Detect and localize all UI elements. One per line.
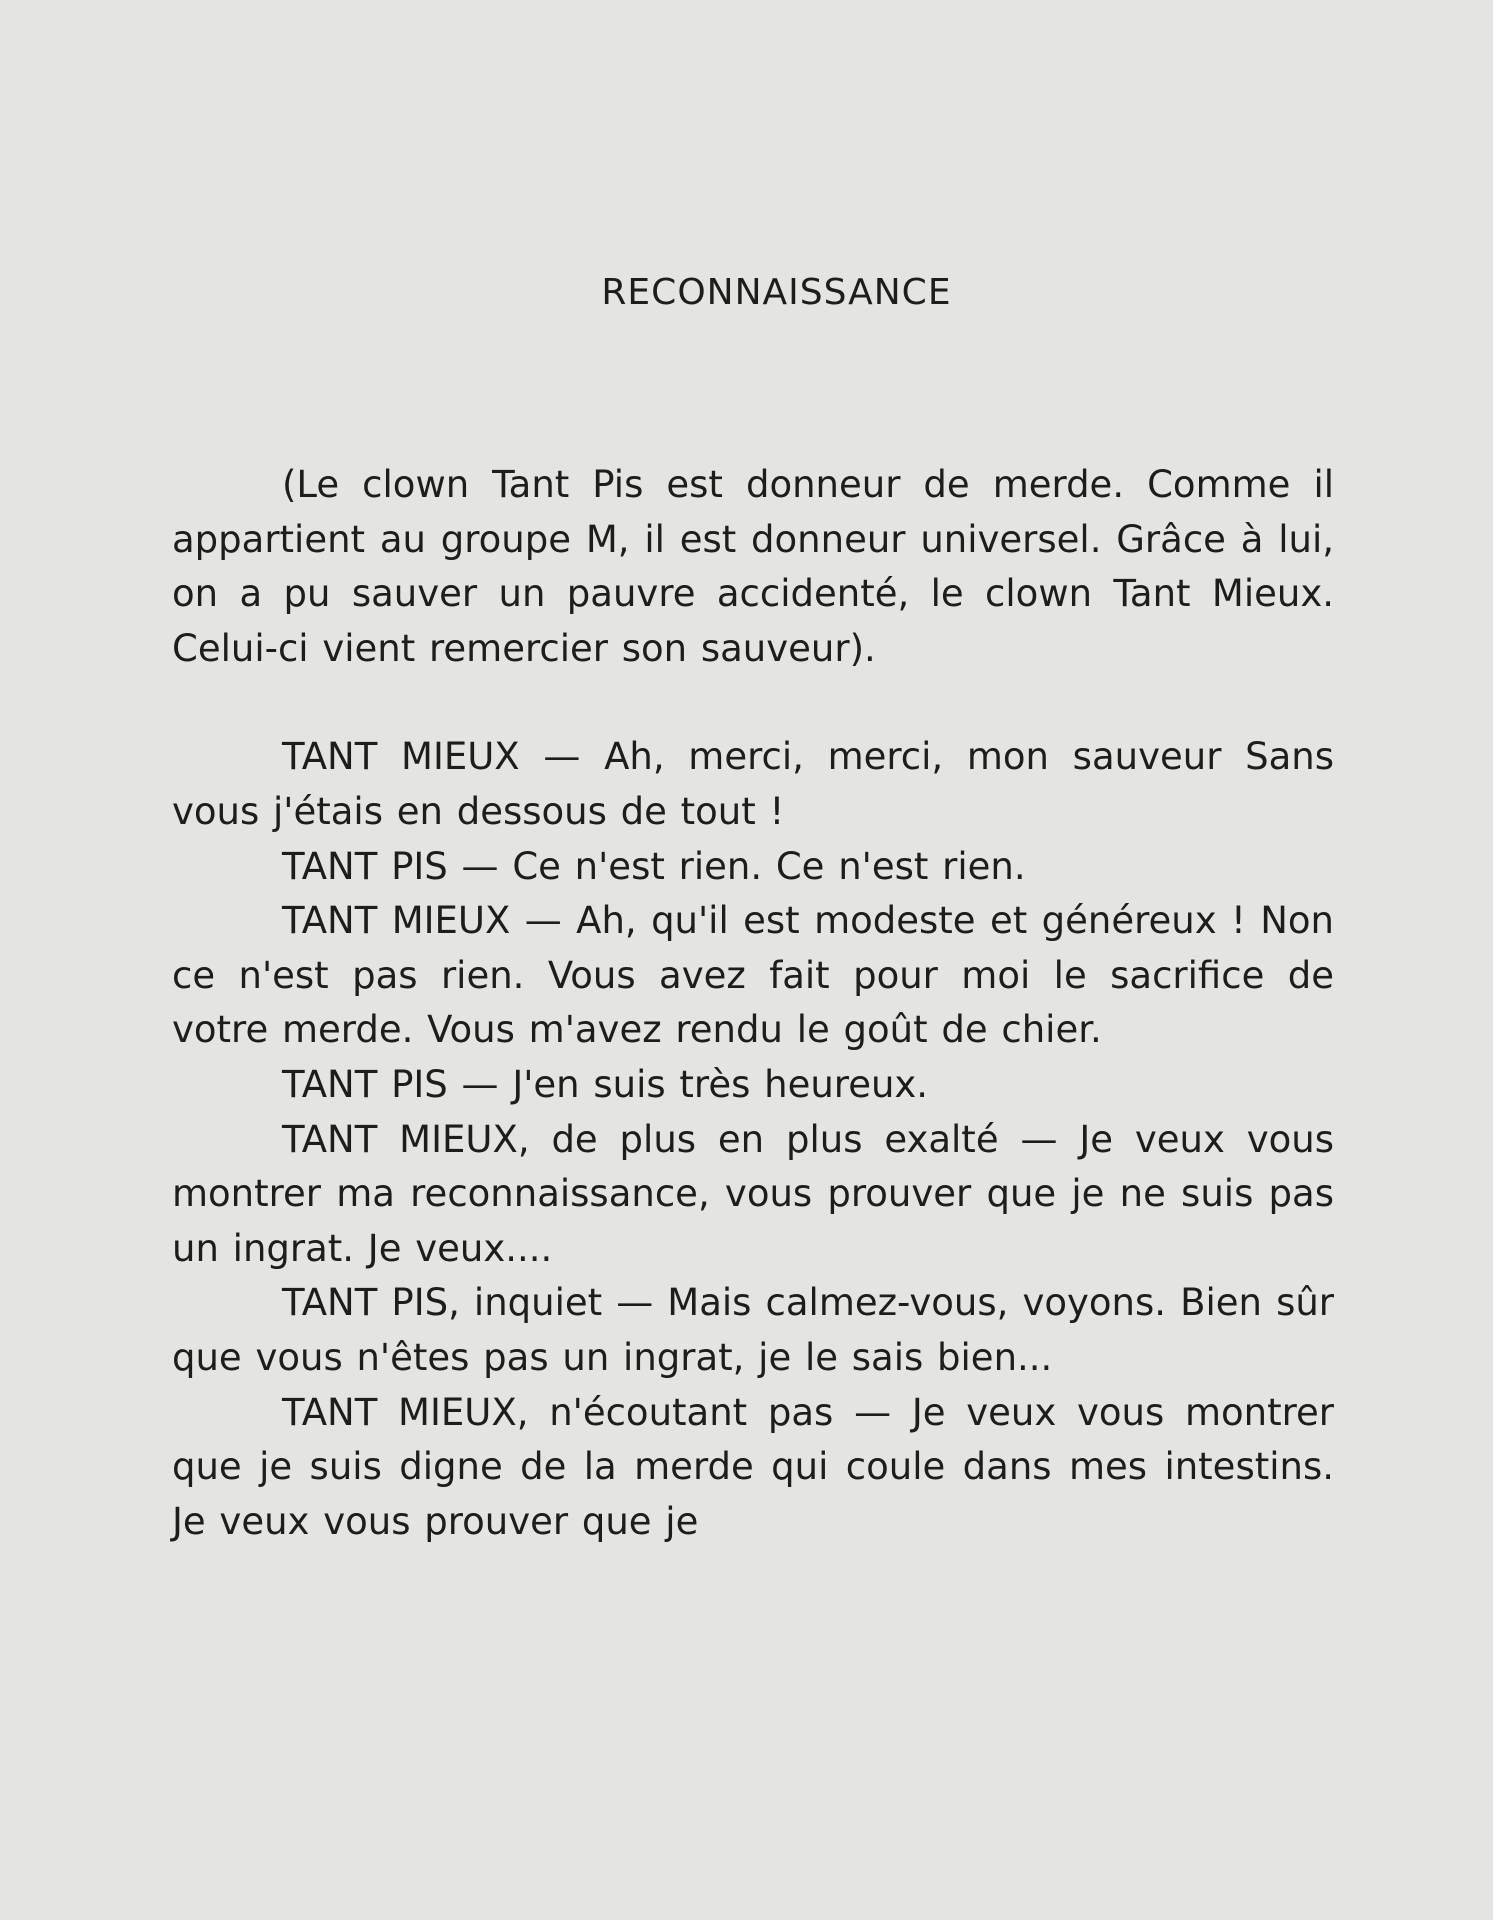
- line-text: — Je veux vous montrer que je suis digne de la merde qui coule dans mes intestins. Je veux vous prouver que je: [172, 1390, 1334, 1543]
- dialogue-line-3: [172, 894, 1334, 1058]
- speaker-name: TANT MIEUX, n'écoutant pas: [282, 1390, 834, 1434]
- speaker-name: TANT PIS, inquiet: [282, 1281, 603, 1325]
- speaker-name: TANT PIS: [282, 844, 448, 888]
- line-text: — Ah, qu'il est modeste et généreux ! Non ce n'est pas rien. Vous avez fait pour moi le sacrifice de votre merde. Vous m'avez rendu le goût de chier.: [172, 899, 1334, 1052]
- dialogue-line-7: [172, 1386, 1334, 1550]
- speaker-name: TANT MIEUX: [282, 899, 511, 943]
- line-text: — Ah, merci, merci, mon sauveur Sans vous j'étais en dessous de tout !: [172, 735, 1334, 833]
- line-text: — J'en suis très heureux.: [447, 1062, 929, 1106]
- speaker-name: TANT MIEUX, de plus en plus exalté: [282, 1117, 999, 1161]
- dialogue-line-1: [172, 730, 1334, 839]
- dialogue-line-4: [172, 1058, 1334, 1113]
- line-text: — Mais calmez-vous, voyons. Bien sûr que vous n'êtes pas un ingrat, je le sais bien...: [172, 1281, 1335, 1379]
- speaker-name: TANT MIEUX: [282, 735, 520, 779]
- speaker-name: TANT PIS: [282, 1062, 448, 1106]
- dialogue-line-5: [172, 1113, 1334, 1277]
- stage-direction: (Le clown Tant Pis est donneur de merde. Comme il appartient au groupe M, il est donneur universel. Grâce à lui, on a pu sauver un pauvre accidenté, le clown Tant Mieux. Celui-ci vient remercier son sauveur).: [172, 463, 1334, 670]
- line-text: — Je veux vous montrer ma reconnaissance, vous prouver que je ne suis pas un ingrat. Je veux....: [172, 1117, 1334, 1270]
- line-text: — Ce n'est rien. Ce n'est rien.: [447, 844, 1026, 888]
- dialogue-line-2: [172, 840, 1334, 895]
- page-title: RECONNAISSANCE: [601, 272, 952, 313]
- page-body: [172, 458, 1334, 1549]
- dialogue-line-6: [172, 1276, 1334, 1385]
